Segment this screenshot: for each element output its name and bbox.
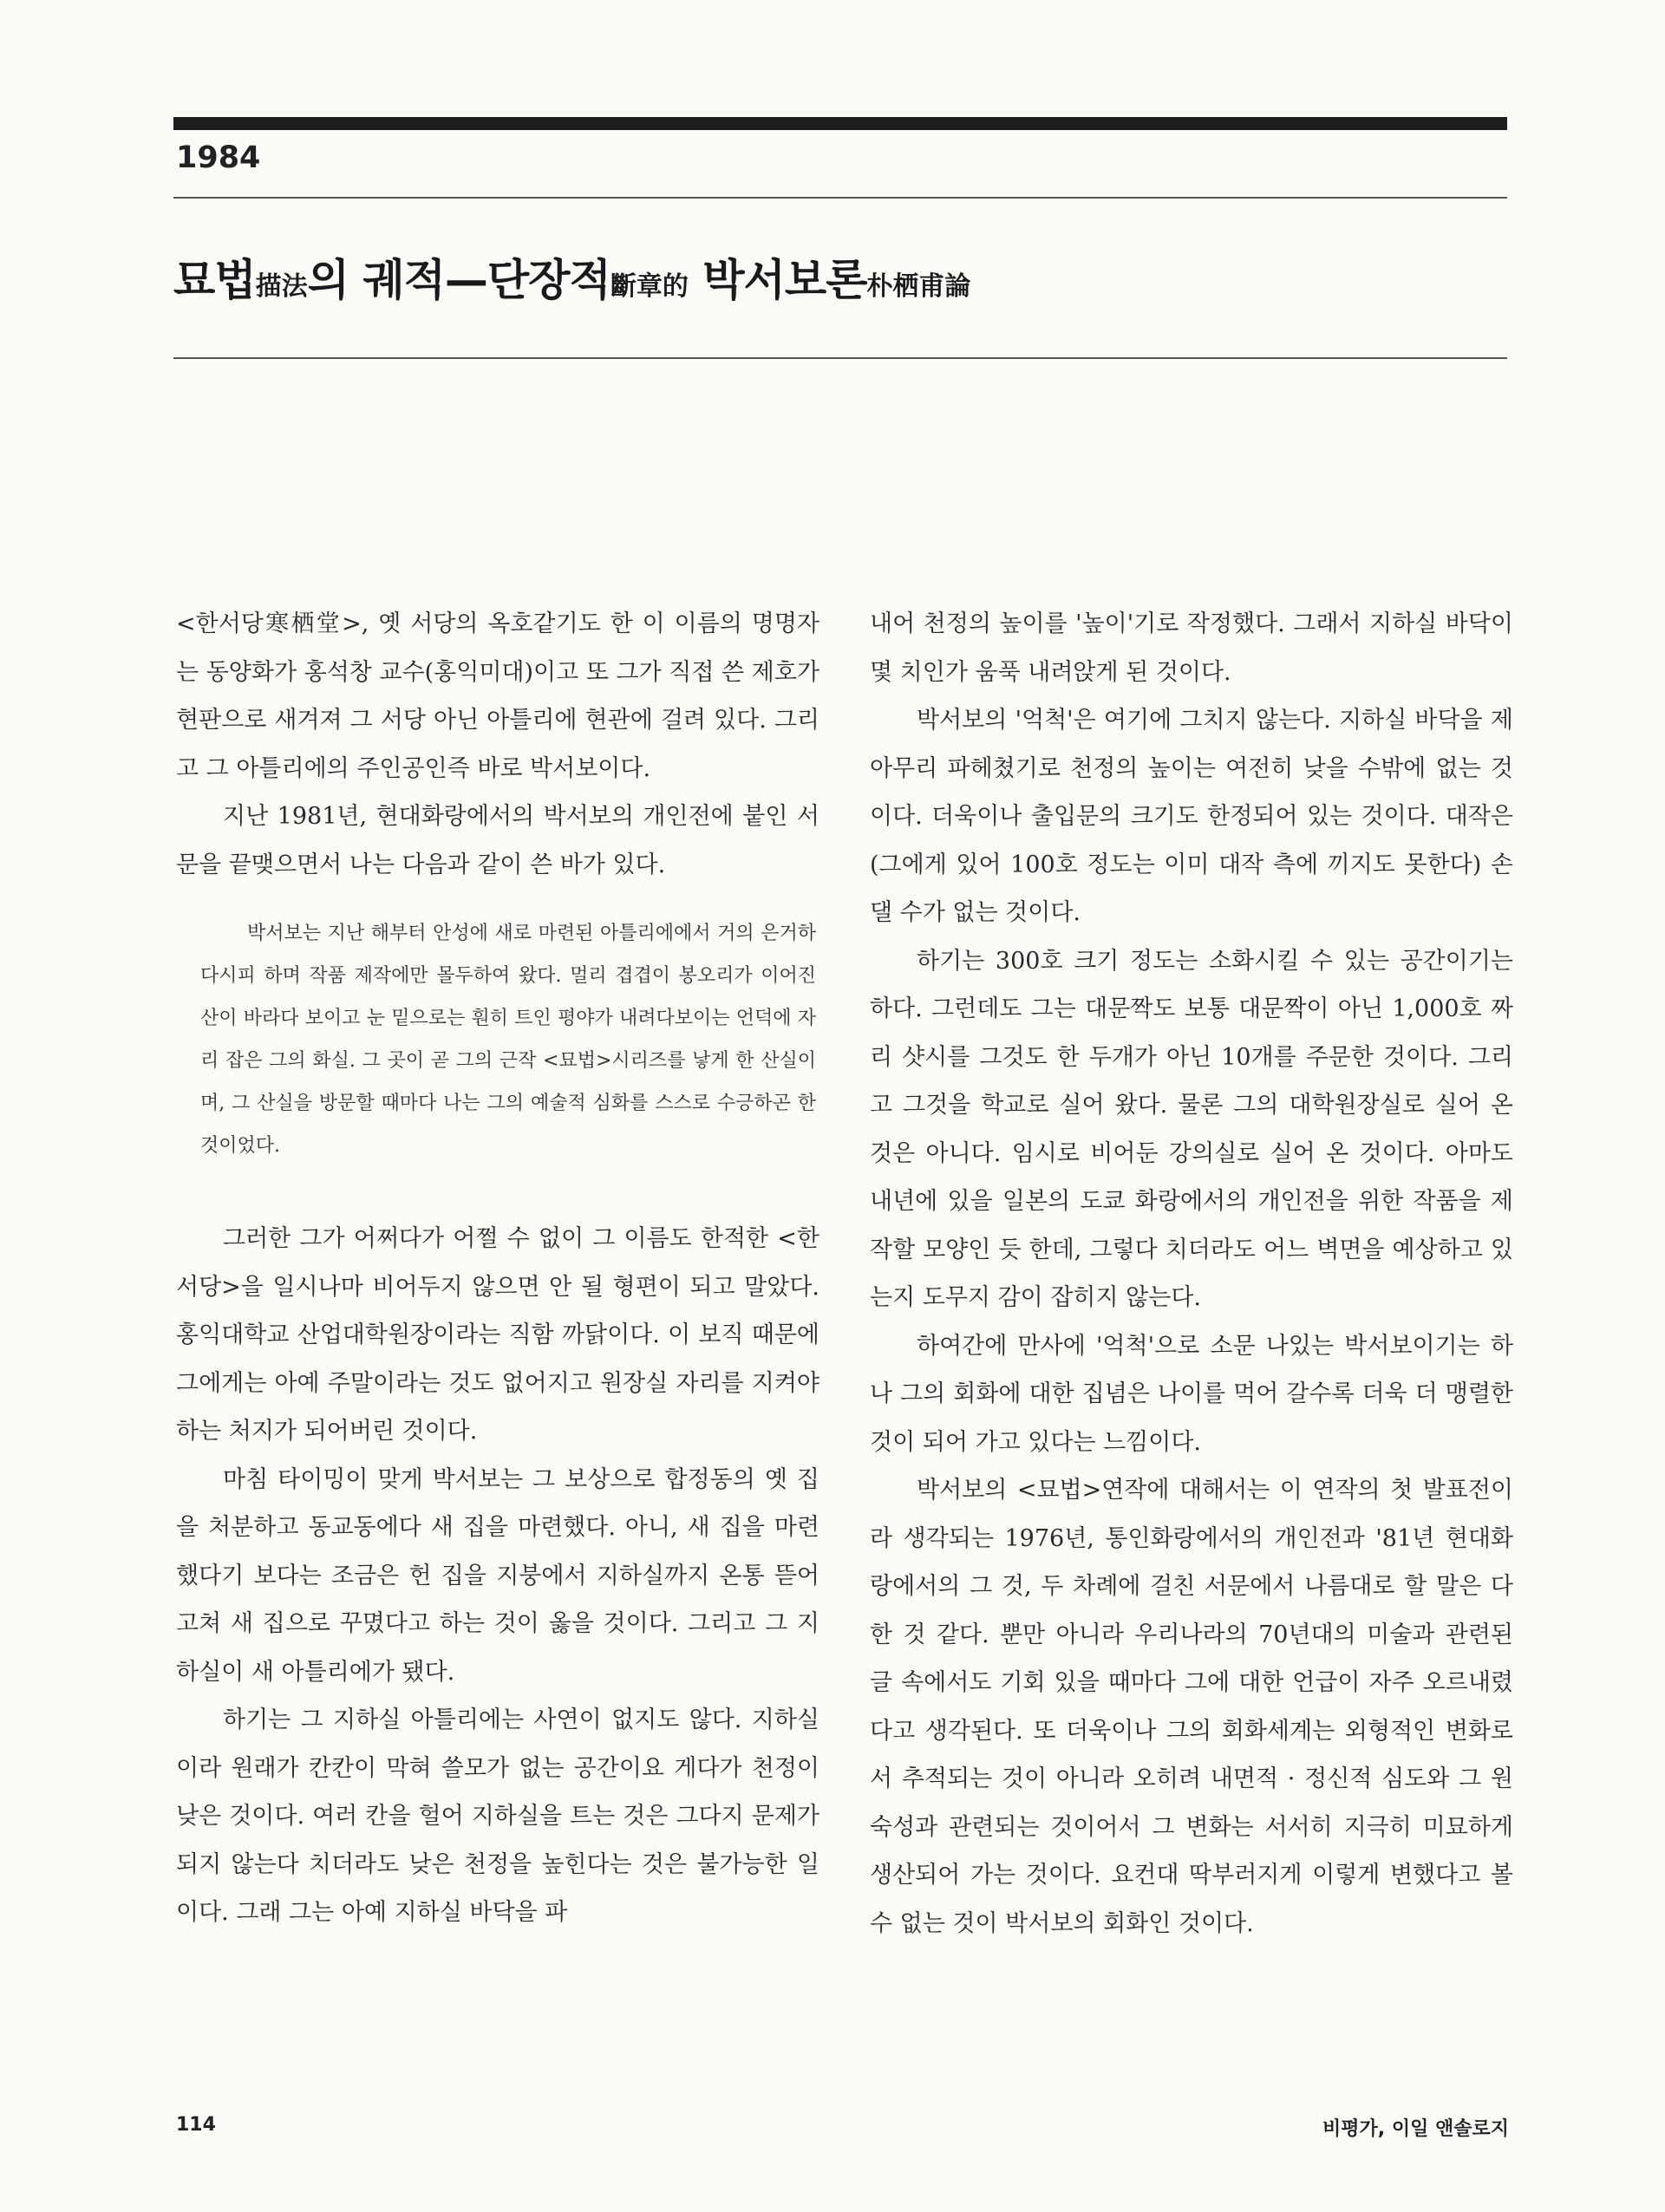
block-quote: 박서보는 지난 해부터 안성에 새로 마련된 아틀리에에서 거의 은거하다시피 하며 작품 제작에만 몰두하여 왔다. 멀리 겹겹이 봉오리가 이어진 산이 바라다 보이고 눈 밑으로는 훤히 트인 평야가 내려다보이는 언덕에 자리 잡은 그의 화실. 그 곳이 곧 그의 근작 <묘법>시리즈를 낳게 한 산실이며, 그 산실을 방문할 때마다 나는 그의 예술적 심화를 스스로 수긍하곤 한 것이었다. <box>200 923 816 1157</box>
title-hanja-2: 斷章的 <box>610 271 689 302</box>
title-part-1: 묘법 <box>173 255 256 305</box>
title-part-2: 의 궤적—단장적 <box>307 255 610 305</box>
title-part-3: 박서보론 <box>688 255 867 305</box>
body-paragraph: 지난 1981년, 현대화랑에서의 박서보의 개인전에 붙인 서문을 끝맺으면서 나는 다음과 같이 쓴 바가 있다. <box>176 803 819 878</box>
body-paragraph: 하여간에 만사에 '억척'으로 소문 나있는 박서보이기는 하나 그의 회화에 대한 집념은 나이를 먹어 갈수록 더욱 더 맹렬한 것이 되어 가고 있다는 느낌이다. <box>870 1332 1513 1456</box>
body-paragraph: 마침 타이밍이 맞게 박서보는 그 보상으로 합정동의 옛 집을 처분하고 동교동에다 새 집을 마련했다. 아니, 새 집을 마련했다기 보다는 조금은 헌 집을 지붕에서 지하실까지 온통 뜯어 고쳐 새 집으로 꾸몄다고 하는 것이 옳을 것이다. 그리고 그 지하실이 새 아틀리에가 됐다. <box>176 1465 819 1686</box>
body-paragraph: 박서보의 '억척'은 여기에 그치지 않는다. 지하실 바닥을 제아무리 파헤쳤기로 천정의 높이는 여전히 낮을 수밖에 없는 것이다. 더욱이나 출입문의 크기도 한정되어 있는 것이다. 대작은(그에게 있어 100호 정도는 이미 대작 측에 끼지도 못한다) 손 댈 수가 없는 것이다. <box>870 707 1513 926</box>
header-rule-thick <box>173 117 1507 130</box>
title-hanja-1: 描法 <box>255 271 308 302</box>
section-year: 1984 <box>176 140 261 175</box>
body-paragraph: 내어 천정의 높이를 '높이'기로 작정했다. 그래서 지하실 바닥이 몇 치인가 움푹 내려앉게 된 것이다. <box>870 610 1513 686</box>
body-column-right <box>870 600 1513 1948</box>
body-paragraph: 그러한 그가 어쩌다가 어쩔 수 없이 그 이름도 한적한 <한서당>을 일시나마 비어두지 않으면 안 될 형편이 되고 말았다. 홍익대학교 산업대학원장이라는 직함 까닭이다. 이 보직 때문에 그에게는 아예 주말이라는 것도 없어지고 원장실 자리를 지켜야 하는 처지가 되어버린 것이다. <box>176 1225 819 1445</box>
header-rule-thin <box>173 197 1507 199</box>
body-paragraph: 박서보의 <묘법>연작에 대해서는 이 연작의 첫 발표전이라 생각되는 1976년, 통인화랑에서의 개인전과 '81년 현대화랑에서의 그 것, 두 차례에 걸친 서문에서 나름대로 할 말은 다 한 것 같다. 뿐만 아니라 우리나라의 70년대의 미술과 관련된 글 속에서도 기회 있을 때마다 그에 대한 언급이 자주 오르내렸다고 생각된다. 또 더욱이나 그의 회화세계는 외형적인 변화로서 추적되는 것이 아니라 오히려 내면적 · 정신적 심도와 그 원숙성과 관련되는 것이어서 그 변화는 서서히 지극히 미묘하게 생산되어 가는 것이다. 요컨대 딱부러지게 이렇게 변했다고 볼 수 없는 것이 박서보의 회화인 것이다. <box>870 1477 1513 1937</box>
body-paragraph: <한서당寒栖堂>, 옛 서당의 옥호같기도 한 이 이름의 명명자는 동양화가 홍석창 교수(홍익미대)이고 또 그가 직접 쓴 제호가 현판으로 새겨져 그 서당 아닌 아틀리에 현관에 걸려 있다. 그리고 그 아틀리에의 주인공인즉 바로 박서보이다. <box>176 610 819 782</box>
article-title <box>173 245 970 308</box>
body-column-left <box>176 600 819 1937</box>
body-paragraph: 하기는 그 지하실 아틀리에는 사연이 없지도 않다. 지하실이라 원래가 칸칸이 막혀 쓸모가 없는 공간이요 게다가 천정이 낮은 것이다. 여러 칸을 헐어 지하실을 트는 것은 그다지 문제가 되지 않는다 치더라도 낮은 천정을 높힌다는 것은 불가능한 일이다. 그래 그는 아예 지하실 바닥을 파 <box>176 1706 819 1926</box>
title-hanja-3: 朴栖甫論 <box>866 271 971 302</box>
running-footer: 비평가, 이일 앤솔로지 <box>1322 2118 1509 2140</box>
page-number: 114 <box>176 2114 216 2136</box>
title-rule <box>173 357 1507 359</box>
body-paragraph: 하기는 300호 크기 정도는 소화시킬 수 있는 공간이기는 하다. 그런데도 그는 대문짝도 보통 대문짝이 아닌 1,000호 짜리 샷시를 그것도 한 두개가 아닌 10개를 주문한 것이다. 그리고 그것을 학교로 실어 왔다. 물론 그의 대학원장실로 실어 온 것은 아니다. 임시로 비어둔 강의실로 실어 온 것이다. 아마도 내년에 있을 일본의 도쿄 화랑에서의 개인전을 위한 작품을 제작할 모양인 듯 한데, 그렇다 치더라도 어느 벽면을 예상하고 있는지 도무지 감이 잡히지 않는다. <box>870 947 1513 1311</box>
